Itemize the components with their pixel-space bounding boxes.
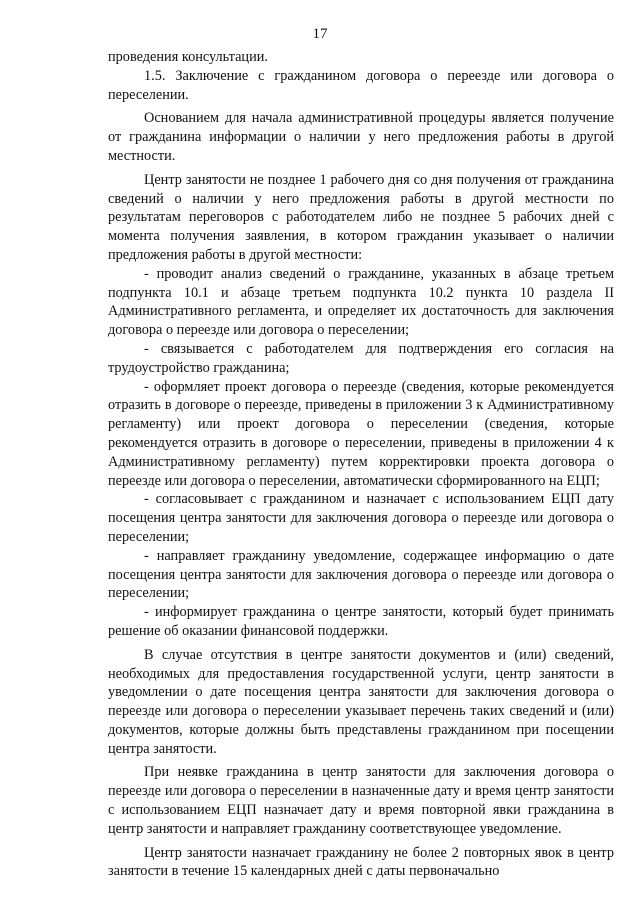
paragraph: - согласовывает с гражданином и назначает с использованием ЕЦП дату посещения центра занятости для заключения договора о переезде или договора о переселении; <box>108 491 614 545</box>
paragraph: Центр занятости назначает гражданину не более 2 повторных явок в центр занятости в течение 15 календарных дней с даты первоначально <box>108 844 614 880</box>
paragraph: - связывается с работодателем для подтверждения его согласия на трудоустройство гражданина; <box>108 340 614 376</box>
paragraph: - оформляет проект договора о переезде (сведения, которые рекомендуется отразить в договоре о переезде, приведены в приложении 3 к Административному регламенту) или проект договора о переселении (сведения, которые рекомендуется отразить в договоре о переселении, приведены в приложении 4 к Административному регламенту) путем корректировки проекта договора о переезде или договора о переселении, автоматически сформированного на ЕЦП; <box>108 378 614 489</box>
page-number: 17 <box>312 26 328 42</box>
document-body <box>108 48 614 881</box>
paragraph: Основанием для начала административной процедуры является получение от гражданина информации о наличии у него предложения работы в другой местности. <box>108 110 614 164</box>
paragraph: - проводит анализ сведений о гражданине, указанных в абзаце третьем подпункта 10.1 и абзаце третьем подпункта 10.2 пункта 10 раздела II Административного регламента, и определяет их достаточность для заключения договора о переезде или договора о переселении; <box>108 265 614 339</box>
paragraph: проведения консультации. <box>108 49 268 65</box>
paragraph: 1.5. Заключение с гражданином договора о переезде или договора о переселении. <box>108 67 614 103</box>
paragraph: В случае отсутствия в центре занятости документов и (или) сведений, необходимых для предоставления государственной услуги, центр занятости в уведомлении о дате посещения центра занятости для заключения договора о переезде или договора о переселении указывает перечень таких сведений и (или) документов, которые должны быть представлены гражданином при посещении центра занятости. <box>108 646 614 757</box>
paragraph: Центр занятости не позднее 1 рабочего дня со дня получения от гражданина сведений о наличии у него предложения работы в другой местности по результатам переговоров с работодателем либо не позднее 5 рабочих дней с момента получения заявления, в котором гражданин указывает о наличии предложения работы в другой местности: <box>108 171 614 263</box>
paragraph: - информирует гражданина о центре занятости, который будет принимать решение об оказании финансовой поддержки. <box>108 604 614 639</box>
paragraph: При неявке гражданина в центр занятости для заключения договора о переезде или договора о переселении в назначенные дату и время центр занятости с использованием ЕЦП назначает дату и время повторной явки гражданина в центр занятости и направляет гражданину соответствующее уведомление. <box>108 764 614 837</box>
paragraph: - направляет гражданину уведомление, содержащее информацию о дате посещения центра занятости для заключения договора о переезде или договора о переселении; <box>108 547 614 602</box>
